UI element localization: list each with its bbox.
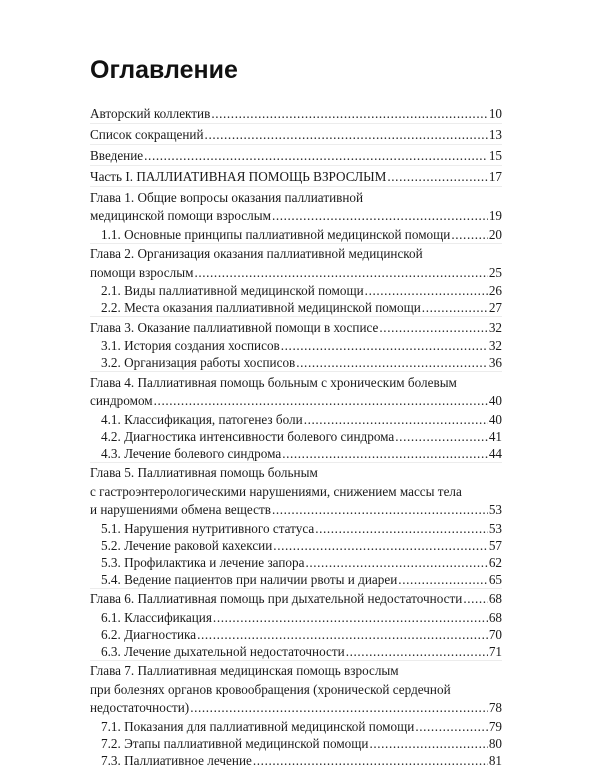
- page-number[interactable]: 36: [488, 355, 502, 370]
- page-number[interactable]: 71: [488, 643, 502, 659]
- page-number[interactable]: 62: [488, 554, 502, 570]
- entry-title: Часть I. ПАЛЛИАТИВНАЯ ПОМОЩЬ ВЗРОСЛЫМ: [90, 168, 387, 184]
- toc-entry[interactable]: [90, 464, 502, 520]
- dot-leader: [253, 752, 488, 769]
- toc-line: [90, 374, 502, 393]
- toc-line: [90, 126, 502, 145]
- page-number[interactable]: 81: [488, 752, 502, 768]
- toc-section: [90, 243, 502, 317]
- toc-entry[interactable]: [90, 590, 502, 609]
- dot-leader: [205, 126, 488, 145]
- page-number[interactable]: 13: [488, 126, 502, 142]
- toc-line: [90, 299, 502, 316]
- entry-title: 5.2. Лечение раковой кахексии: [101, 537, 273, 553]
- toc-subentry[interactable]: [90, 282, 502, 299]
- entry-title: Глава 4. Паллиативная помощь больным с хроническим болевым: [90, 374, 457, 390]
- toc-section: [90, 316, 502, 371]
- toc-entry[interactable]: [90, 662, 502, 718]
- toc-entry[interactable]: [90, 105, 502, 124]
- toc-line: [90, 662, 502, 681]
- page-number[interactable]: 65: [488, 571, 502, 587]
- page-title: Оглавление: [90, 56, 238, 84]
- page-number[interactable]: 53: [488, 502, 502, 517]
- dot-leader: [398, 571, 488, 588]
- entry-title: помощи взрослым: [90, 264, 194, 280]
- entry-title: Список сокращений: [90, 126, 204, 142]
- toc-subentry[interactable]: [90, 735, 502, 752]
- toc-line: [90, 699, 502, 718]
- entry-title: 5.4. Ведение пациентов при наличии рвоты и диареи: [101, 571, 398, 587]
- toc-line: [90, 282, 502, 299]
- toc-entry[interactable]: [90, 245, 502, 282]
- toc-line: [90, 354, 502, 371]
- toc-line: [90, 337, 502, 354]
- dot-leader: [346, 643, 488, 660]
- toc-subentry[interactable]: [90, 354, 502, 371]
- toc-section: [90, 165, 502, 186]
- page-number[interactable]: 17: [488, 168, 502, 184]
- toc-line: [90, 464, 502, 483]
- entry-title: 6.1. Классификация: [101, 609, 212, 625]
- dot-leader: [282, 445, 488, 462]
- toc-section: [90, 462, 502, 588]
- page-number[interactable]: 53: [488, 520, 502, 536]
- toc-section: [90, 660, 502, 769]
- toc-line: [90, 643, 502, 660]
- toc-line: [90, 105, 502, 124]
- dot-leader: [315, 520, 488, 537]
- toc-subentry[interactable]: [90, 411, 502, 428]
- dot-leader: [154, 392, 488, 411]
- page-number[interactable]: 44: [488, 445, 502, 461]
- toc-line: [90, 168, 502, 187]
- toc-line: [90, 264, 502, 283]
- toc-entry[interactable]: [90, 319, 502, 338]
- entry-title: 4.1. Классификация, патогенез боли: [101, 411, 303, 427]
- toc-line: [90, 520, 502, 537]
- table-of-contents: [90, 103, 502, 769]
- page-number[interactable]: 20: [488, 226, 502, 242]
- entry-title: 3.1. История создания хосписов: [101, 338, 280, 353]
- toc-line: [90, 207, 502, 226]
- page-number[interactable]: 10: [488, 105, 502, 121]
- entry-title: 4.2. Диагностика интенсивности болевого синдрома: [101, 428, 395, 444]
- page-number[interactable]: 19: [488, 208, 502, 223]
- toc-line: [90, 483, 502, 502]
- entry-title: недостаточности): [90, 700, 190, 715]
- dot-leader: [369, 735, 487, 752]
- page-number[interactable]: 26: [488, 283, 502, 298]
- toc-line: [90, 571, 502, 588]
- toc-subentry[interactable]: [90, 554, 502, 571]
- toc-line: [90, 718, 502, 735]
- entry-title: Авторский коллектив: [90, 105, 211, 121]
- page-number[interactable]: 80: [488, 735, 502, 751]
- dot-leader: [395, 428, 488, 445]
- toc-line: [90, 735, 502, 752]
- toc-subentry[interactable]: [90, 428, 502, 445]
- toc-section: [90, 123, 502, 144]
- dot-leader: [144, 147, 488, 166]
- entry-title: Введение: [90, 147, 144, 163]
- toc-subentry[interactable]: [90, 299, 502, 316]
- entry-title: Глава 3. Оказание паллиативной помощи в хосписе: [90, 319, 379, 335]
- entry-title: Глава 6. Паллиативная помощь при дыхательной недостаточности: [90, 591, 463, 606]
- toc-subentry[interactable]: [90, 337, 502, 354]
- dot-leader: [422, 299, 488, 316]
- dot-leader: [197, 626, 488, 643]
- entry-title: 3.2. Организация работы хосписов: [101, 355, 296, 370]
- dot-leader: [272, 501, 488, 520]
- page-number[interactable]: 78: [488, 700, 502, 715]
- toc-entry[interactable]: [90, 126, 502, 145]
- page-number[interactable]: 70: [488, 626, 502, 642]
- toc-line: [90, 681, 502, 700]
- toc-section: [90, 103, 502, 123]
- entry-title: Глава 2. Организация оказания паллиативной медицинской: [90, 246, 423, 261]
- dot-leader: [190, 699, 488, 718]
- toc-section: [90, 371, 502, 462]
- toc-line: [90, 554, 502, 571]
- page-number[interactable]: 68: [488, 591, 502, 606]
- entry-title: с гастроэнтерологическими нарушениями, снижением массы тела: [90, 483, 462, 499]
- dot-leader: [451, 226, 487, 243]
- toc-line: [90, 189, 502, 208]
- toc-subentry[interactable]: [90, 445, 502, 462]
- toc-subentry[interactable]: [90, 609, 502, 626]
- toc-section: [90, 186, 502, 243]
- page-number[interactable]: 79: [488, 718, 502, 734]
- page-number[interactable]: 40: [488, 393, 502, 408]
- dot-leader: [305, 554, 487, 571]
- toc-line: [90, 147, 502, 166]
- dot-leader: [211, 105, 487, 124]
- entry-title: и нарушениями обмена веществ: [90, 502, 271, 517]
- dot-leader: [365, 282, 488, 299]
- entry-title: 2.2. Места оказания паллиативной медицинской помощи: [101, 300, 421, 315]
- toc-subentry[interactable]: [90, 226, 502, 243]
- entry-title: 2.1. Виды паллиативной медицинской помощи: [101, 283, 364, 298]
- toc-line: [90, 411, 502, 428]
- dot-leader: [273, 537, 488, 554]
- entry-title: Глава 5. Паллиативная помощь больным: [90, 465, 318, 480]
- toc-line: [90, 537, 502, 554]
- toc-line: [90, 626, 502, 643]
- dot-leader: [379, 319, 487, 338]
- dot-leader: [415, 718, 488, 735]
- toc-subentry[interactable]: [90, 520, 502, 537]
- page-number[interactable]: 32: [488, 338, 502, 353]
- entry-title: синдромом: [90, 393, 153, 408]
- toc-line: [90, 752, 502, 769]
- dot-leader: [213, 609, 488, 626]
- entry-title: при болезнях органов кровообращения (хронической сердечной: [90, 681, 451, 697]
- page-number[interactable]: 40: [488, 411, 502, 427]
- entry-title: 7.3. Паллиативное лечение: [101, 752, 252, 768]
- toc-line: [90, 392, 502, 411]
- entry-title: Глава 7. Паллиативная медицинская помощь взрослым: [90, 663, 399, 678]
- toc-section: [90, 588, 502, 660]
- page-number[interactable]: 41: [488, 428, 502, 444]
- toc-line: [90, 428, 502, 445]
- entry-title: 7.2. Этапы паллиативной медицинской помощи: [101, 735, 369, 751]
- entry-title: 4.3. Лечение болевого синдрома: [101, 445, 282, 461]
- entry-title: 7.1. Показания для паллиативной медицинской помощи: [101, 718, 415, 734]
- toc-entry[interactable]: [90, 147, 502, 166]
- toc-line: [90, 609, 502, 626]
- toc-subentry[interactable]: [90, 643, 502, 660]
- toc-subentry[interactable]: [90, 626, 502, 643]
- dot-leader: [194, 264, 487, 283]
- toc-line: [90, 319, 502, 338]
- toc-entry[interactable]: [90, 189, 502, 226]
- toc-line: [90, 226, 502, 243]
- page-number[interactable]: 15: [488, 147, 502, 163]
- toc-subentry[interactable]: [90, 571, 502, 588]
- entry-title: медицинской помощи взрослым: [90, 208, 271, 223]
- entry-title: 1.1. Основные принципы паллиативной медицинской помощи: [101, 226, 451, 242]
- page-number[interactable]: 27: [488, 300, 502, 315]
- toc-entry[interactable]: [90, 374, 502, 411]
- entry-title: 6.3. Лечение дыхательной недостаточности: [101, 643, 345, 659]
- toc-line: [90, 245, 502, 264]
- toc-line: [90, 501, 502, 520]
- toc-subentry[interactable]: [90, 537, 502, 554]
- page-number[interactable]: 68: [488, 609, 502, 625]
- toc-subentry[interactable]: [90, 752, 502, 769]
- dot-leader: [387, 168, 487, 187]
- toc-line: [90, 590, 502, 609]
- toc-subentry[interactable]: [90, 718, 502, 735]
- page-number[interactable]: 32: [488, 319, 502, 335]
- entry-title: Глава 1. Общие вопросы оказания паллиативной: [90, 189, 364, 205]
- dot-leader: [281, 337, 488, 354]
- dot-leader: [272, 207, 488, 226]
- page-number[interactable]: 57: [488, 537, 502, 553]
- entry-title: 6.2. Диагностика: [101, 626, 197, 642]
- entry-title: 5.1. Нарушения нутритивного статуса: [101, 520, 315, 536]
- toc-section: [90, 144, 502, 165]
- entry-title: 5.3. Профилактика и лечение запора: [101, 554, 305, 570]
- dot-leader: [296, 354, 488, 371]
- toc-entry[interactable]: [90, 168, 502, 187]
- dot-leader: [304, 411, 488, 428]
- page-number[interactable]: 25: [488, 264, 502, 280]
- dot-leader: [463, 590, 487, 609]
- toc-line: [90, 445, 502, 462]
